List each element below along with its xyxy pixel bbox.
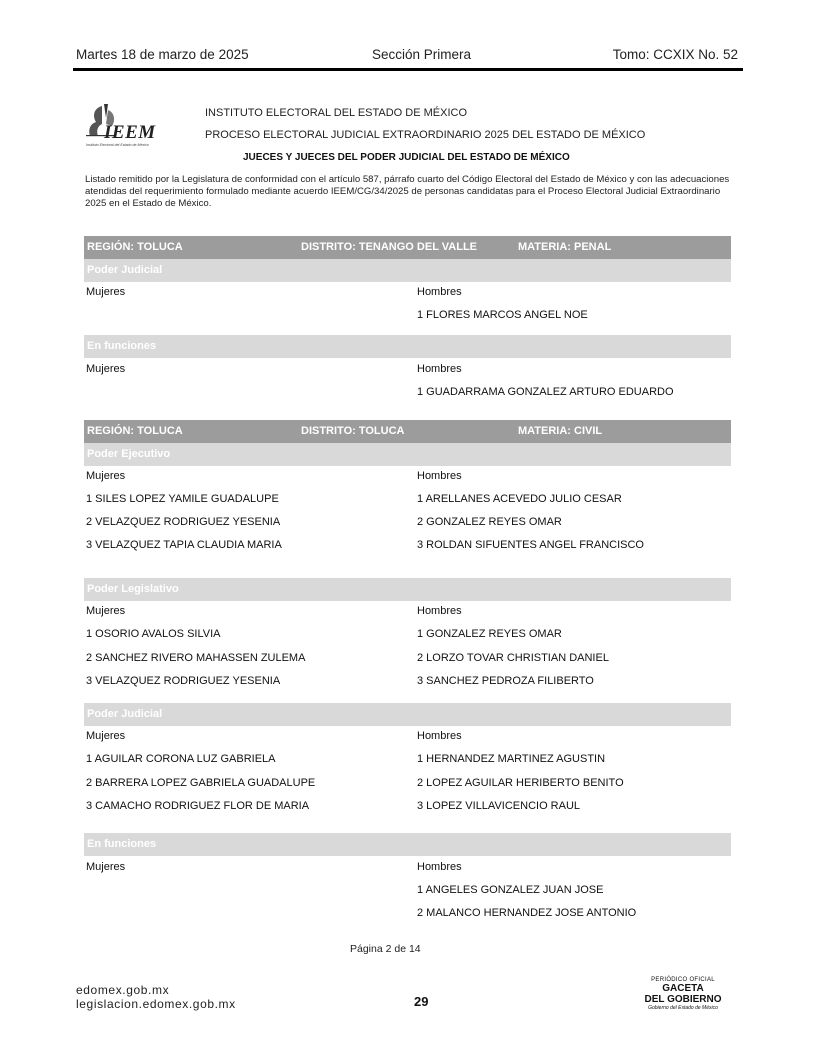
candidate-name: 3 VELAZQUEZ RODRIGUEZ YESENIA xyxy=(86,675,281,687)
candidate-name: 1 AGUILAR CORONA LUZ GABRIELA xyxy=(86,753,276,765)
candidate-name: 3 SANCHEZ PEDROZA FILIBERTO xyxy=(417,675,594,687)
header-rule xyxy=(73,68,743,71)
section-title: Poder Judicial xyxy=(87,708,163,720)
candidate-name: 3 VELAZQUEZ TAPIA CLAUDIA MARIA xyxy=(86,539,282,551)
logo-word: IEEM xyxy=(104,122,156,143)
section-title: Poder Legislativo xyxy=(87,583,179,595)
header-tomo: Tomo: CCXIX No. 52 xyxy=(612,47,738,62)
candidate-name: 1 ARELLANES ACEVEDO JULIO CESAR xyxy=(417,493,622,505)
process-name: PROCESO ELECTORAL JUDICIAL EXTRAORDINARIO 2025 DEL ESTADO DE MÉXICO xyxy=(205,129,646,141)
district-label: DISTRITO: TOLUCA xyxy=(301,425,405,437)
section-header-bar xyxy=(84,335,731,358)
candidate-name: 2 VELAZQUEZ RODRIGUEZ YESENIA xyxy=(86,516,281,528)
header-date: Martes 18 de marzo de 2025 xyxy=(76,47,249,62)
district-label: DISTRITO: TENANGO DEL VALLE xyxy=(301,241,478,253)
candidate-name: 1 SILES LOPEZ YAMILE GUADALUPE xyxy=(86,493,279,505)
men-label: Hombres xyxy=(417,730,462,742)
candidate-name: 3 CAMACHO RODRIGUEZ FLOR DE MARIA xyxy=(86,800,310,812)
candidate-name: 2 MALANCO HERNANDEZ JOSE ANTONIO xyxy=(417,907,637,919)
footer-links xyxy=(76,983,236,1011)
section-header-bar xyxy=(84,578,731,601)
document-title: JUECES Y JUECES DEL PODER JUDICIAL DEL ESTADO DE MÉXICO xyxy=(243,152,570,163)
women-label: Mujeres xyxy=(86,605,126,617)
women-label: Mujeres xyxy=(86,730,126,742)
intro-paragraph: Listado remitido por la Legislatura de conformidad con el artículo 587, párrafo cuarto del Código Electoral del Estado de México y con las adecuaciones atendidas del requerimiento formulado mediante acuerdo IEEM/CG/34/2025 de personas candidatas para el Proceso Electoral Judicial Extraordinario 2025 en el Estado de México. xyxy=(85,174,730,209)
gaceta-line4: Gobierno del Estado de México xyxy=(648,1005,718,1011)
subject-label: MATERIA: PENAL xyxy=(518,241,612,253)
candidate-name: 2 BARRERA LOPEZ GABRIELA GUADALUPE xyxy=(86,777,316,789)
region-label: REGIÓN: TOLUCA xyxy=(87,241,183,253)
candidate-name: 2 LORZO TOVAR CHRISTIAN DANIEL xyxy=(417,652,609,664)
header-section: Sección Primera xyxy=(372,47,472,62)
section-header-bar xyxy=(84,833,731,856)
page-header xyxy=(76,47,743,67)
candidate-name: 2 GONZALEZ REYES OMAR xyxy=(417,516,562,528)
region-label: REGIÓN: TOLUCA xyxy=(87,425,183,437)
candidate-name: 2 SANCHEZ RIVERO MAHASSEN ZULEMA xyxy=(86,652,306,664)
section-header-bar xyxy=(84,703,731,726)
candidate-name: 1 GUADARRAMA GONZALEZ ARTURO EDUARDO xyxy=(417,386,674,398)
gaceta-line3: DEL GOBIERNO xyxy=(644,994,722,1005)
women-label: Mujeres xyxy=(86,470,126,482)
men-label: Hombres xyxy=(417,470,462,482)
women-label: Mujeres xyxy=(86,286,126,298)
section-title: En funciones xyxy=(87,838,157,850)
candidate-name: 1 GONZALEZ REYES OMAR xyxy=(417,628,562,640)
women-label: Mujeres xyxy=(86,861,126,873)
footer-link-edomex[interactable]: edomex.gob.mx xyxy=(76,983,170,997)
candidate-name: 1 OSORIO AVALOS SILVIA xyxy=(86,628,221,640)
institute-name: INSTITUTO ELECTORAL DEL ESTADO DE MÉXICO xyxy=(205,107,468,119)
subject-label: MATERIA: CIVIL xyxy=(518,425,603,437)
candidate-name: 2 LOPEZ AGUILAR HERIBERTO BENITO xyxy=(417,777,624,789)
page-info: Página 2 de 14 xyxy=(350,943,421,955)
footer-page-number: 29 xyxy=(414,994,429,1009)
candidate-name: 1 ANGELES GONZALEZ JUAN JOSE xyxy=(417,884,604,896)
gaceta-logo xyxy=(633,977,733,1011)
women-label: Mujeres xyxy=(86,363,126,375)
gaceta-line1: PERIÓDICO OFICIAL xyxy=(651,977,715,983)
region-header-bar xyxy=(84,420,731,443)
gaceta-line2: GACETA xyxy=(662,983,704,994)
section-title: En funciones xyxy=(87,340,157,352)
men-label: Hombres xyxy=(417,605,462,617)
section-header-bar xyxy=(84,443,731,466)
footer-link-legislacion[interactable]: legislacion.edomex.gob.mx xyxy=(76,997,236,1011)
section-title: Poder Judicial xyxy=(87,264,163,276)
ieem-logo xyxy=(84,100,184,150)
men-label: Hombres xyxy=(417,286,462,298)
candidate-name: 1 HERNANDEZ MARTINEZ AGUSTIN xyxy=(417,753,606,765)
candidate-name: 3 LOPEZ VILLAVICENCIO RAUL xyxy=(417,800,581,812)
logo-subtitle: Instituto Electoral del Estado de México xyxy=(86,143,149,147)
section-title: Poder Ejecutivo xyxy=(87,448,171,460)
men-label: Hombres xyxy=(417,861,462,873)
candidate-name: 1 FLORES MARCOS ANGEL NOE xyxy=(417,309,588,321)
section-header-bar xyxy=(84,259,731,282)
men-label: Hombres xyxy=(417,363,462,375)
candidate-name: 3 ROLDAN SIFUENTES ANGEL FRANCISCO xyxy=(417,539,644,551)
region-header-bar xyxy=(84,236,731,259)
